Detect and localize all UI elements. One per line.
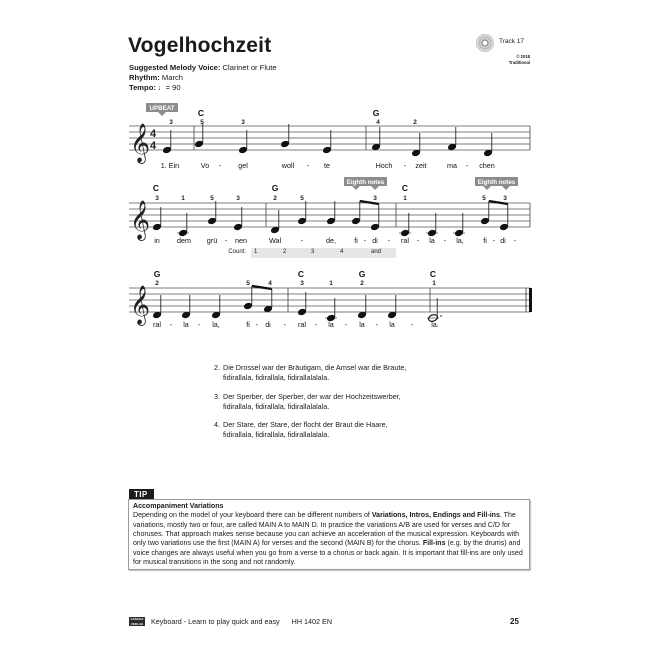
lyric-syllable: ral — [401, 236, 409, 245]
upbeat-callout: UPBEAT — [149, 105, 175, 112]
lyric-syllable: - — [363, 236, 367, 245]
fingering-number: 3 — [241, 119, 245, 126]
lyric-syllable: fi — [483, 236, 487, 245]
lyric-syllable: ral — [153, 320, 161, 329]
copyright-year: © 2018 — [516, 54, 530, 59]
lyric-syllable: - — [218, 161, 222, 170]
lyric-syllable: - — [283, 320, 287, 329]
verse-number: 2. — [214, 363, 220, 372]
lyric-syllable: - — [255, 320, 259, 329]
lyric-syllable: gel — [238, 161, 248, 170]
fingering-number: 1 — [403, 195, 407, 202]
chord-symbol: G — [372, 108, 380, 118]
fingering-number: 5 — [210, 195, 214, 202]
chord-symbol: C — [429, 269, 437, 279]
fingering-number: 3 — [300, 280, 304, 287]
tip-box — [128, 499, 530, 570]
lyric-syllable: ma — [447, 161, 457, 170]
lyric-syllable: - — [344, 320, 348, 329]
count-beat: 1 — [254, 249, 258, 255]
count-label: Count: — [228, 249, 246, 255]
lyric-syllable: la, — [456, 236, 464, 245]
fingering-number: 3 — [155, 195, 159, 202]
lyric-syllable: - — [513, 236, 517, 245]
lyric-syllable: - — [416, 236, 420, 245]
fingering-number: 2 — [273, 195, 277, 202]
verse-line: fidirallala, fidirallala, fidirallalalala. — [223, 430, 330, 439]
lyric-syllable: dem — [177, 236, 191, 245]
treble-clef-icon: 𝄞 — [130, 286, 151, 324]
lyric-syllable: di — [372, 236, 378, 245]
chord-symbol: C — [197, 108, 205, 118]
lyric-syllable: grü — [206, 236, 218, 245]
melody-voice-label: Suggested Melody Voice: — [129, 63, 221, 72]
rhythm-label: Rhythm: — [129, 73, 160, 82]
tip-bold: Variations, Intros, Endings and Fill-ins — [371, 512, 500, 520]
rhythm-value: March — [161, 73, 184, 82]
lyric-syllable: zeit — [415, 161, 427, 170]
fingering-number: 3 — [373, 195, 377, 202]
treble-clef-icon: 𝄞 — [130, 124, 151, 162]
lyric-syllable: Vo — [200, 161, 210, 170]
track-label: Track 17 — [499, 38, 525, 45]
lyric-syllable: - — [403, 161, 407, 170]
lyric-syllable: la — [359, 320, 365, 329]
lyric-syllable: fi — [354, 236, 358, 245]
lyric-syllable: di — [500, 236, 506, 245]
lyric-syllable: te — [324, 161, 330, 170]
verse-4 — [214, 420, 406, 440]
verse-line: Der Stare, der Stare, der flocht der Braut die Haare, — [223, 420, 388, 429]
verse-3 — [214, 392, 406, 412]
lyric-syllable: Hoch — [375, 161, 393, 170]
tip-title: Accompaniment Variations — [133, 503, 224, 510]
melody-voice-value: Clarinet or Flute — [222, 63, 277, 72]
fingering-number: 5 — [246, 280, 250, 287]
fingering-number: 1 — [432, 280, 436, 287]
fingering-number: 3 — [503, 195, 507, 202]
chord-symbol: C — [152, 183, 160, 193]
eighth-notes-callout: Eighth notes — [346, 179, 385, 186]
lyric-syllable: la — [328, 320, 334, 329]
verse-line: fidirallala, fidirallala, fidirallalalala. — [223, 373, 330, 382]
lyric-syllable: la — [183, 320, 189, 329]
page-number: 25 — [510, 617, 519, 626]
lyric-syllable: - — [300, 236, 304, 245]
fingering-number: 2 — [155, 280, 159, 287]
lyric-syllable: la. — [431, 320, 439, 329]
tip-text: (e.g. by the drums) and voice changes are always useful when you go from a verse to a chorus or back again. It is important that fill-ins are only used for musical transitions in the song and not randomly. — [133, 540, 523, 567]
publisher-logo: CASCHA VERLAG — [130, 617, 144, 626]
fingering-number: 2 — [413, 119, 417, 126]
count-beat: 2 — [283, 249, 287, 255]
chord-symbol: G — [271, 183, 279, 193]
fingering-number: 1 — [329, 280, 333, 287]
lyric-syllable: 1. Ein — [160, 161, 180, 170]
lyric-syllable: - — [375, 320, 379, 329]
song-title: Vogelhochzeit — [128, 34, 272, 57]
chord-symbol: G — [153, 269, 161, 279]
tip-text: . The variations, mostly two or four, are called MAIN A to MAIN D. In practice the variations A/B are used for verses and C/D for choruses. That approach makes sense because you can achieve an acceleration of the musical expression. Keyboards with only two variations use the first (MAIN A) for verses and the second (MAIN B) for the chorus. — [133, 512, 520, 548]
count-beat: 3 — [311, 249, 315, 255]
lyric-syllable: woll — [281, 161, 295, 170]
svg-text:4: 4 — [150, 140, 157, 152]
chord-symbol: G — [358, 269, 366, 279]
lyric-syllable: di — [265, 320, 271, 329]
fingering-number: 4 — [268, 280, 272, 287]
additional-verses — [214, 363, 406, 449]
chord-symbol: C — [297, 269, 305, 279]
tempo-label: Tempo: — [129, 83, 156, 92]
lyric-syllable: fi — [246, 320, 250, 329]
lyric-syllable: Wal — [268, 236, 282, 245]
lyric-syllable: - — [387, 236, 391, 245]
fingering-number: 5 — [200, 119, 204, 126]
chord-symbol: C — [401, 183, 409, 193]
count-beat: 4 — [340, 249, 344, 255]
lyric-syllable: la — [389, 320, 395, 329]
lyric-syllable: - — [224, 236, 228, 245]
footer — [129, 617, 332, 626]
fingering-number: 5 — [300, 195, 304, 202]
book-title: Keyboard - Learn to play quick and easy — [151, 617, 280, 626]
lyric-syllable: - — [314, 320, 318, 329]
fingering-number: 3 — [236, 195, 240, 202]
verse-line: fidirallala, fidirallala, fidirallalalala. — [223, 401, 330, 411]
source-label: Traditional — [508, 59, 530, 65]
lyric-syllable: chen — [479, 161, 495, 170]
fingering-number: 1 — [181, 195, 185, 202]
lyric-syllable: in — [154, 236, 160, 245]
fingering-number: 3 — [169, 119, 173, 126]
verse-line: Die Drossel war der Bräutigam, die Amsel war die Braute, — [223, 363, 407, 372]
tip-bold: Fill-ins — [422, 540, 446, 548]
lyric-syllable: - — [197, 320, 201, 329]
lyric-syllable: - — [410, 320, 414, 329]
lyric-syllable: - — [443, 236, 447, 245]
tip-body — [133, 511, 523, 567]
tip-text: Depending on the model of your keyboard there can be different numbers of — [133, 512, 372, 520]
lyric-syllable: la, — [212, 320, 220, 329]
lyric-syllable: - — [492, 236, 496, 245]
fingering-number: 2 — [360, 280, 364, 287]
verse-line: Der Sperber, der Sperber, der war der Hochzeitswerber, — [223, 391, 401, 401]
count-bar — [228, 248, 397, 258]
tip-tag: TIP — [129, 489, 154, 500]
lyric-syllable: de, — [326, 236, 336, 245]
verse-number: 4. — [214, 420, 220, 429]
lyric-syllable: - — [169, 320, 173, 329]
count-beat: and — [371, 249, 382, 255]
tempo-value: = 90 — [165, 83, 181, 92]
verse-2 — [214, 363, 406, 383]
verse-number: 3. — [214, 391, 220, 401]
lyric-syllable: nen — [235, 236, 247, 245]
svg-text:4: 4 — [150, 128, 157, 140]
quarter-note-icon: ♩ — [157, 83, 166, 92]
fingering-number: 5 — [482, 195, 486, 202]
book-code: HH 1402 EN — [291, 617, 333, 626]
lyric-syllable: - — [465, 161, 469, 170]
lyric-syllable: - — [306, 161, 310, 170]
treble-clef-icon: 𝄞 — [130, 201, 151, 239]
fingering-number: 4 — [376, 119, 380, 126]
eighth-notes-callout: Eighth notes — [477, 179, 516, 186]
lyric-syllable: ral — [298, 320, 306, 329]
lyric-syllable: la — [429, 236, 435, 245]
